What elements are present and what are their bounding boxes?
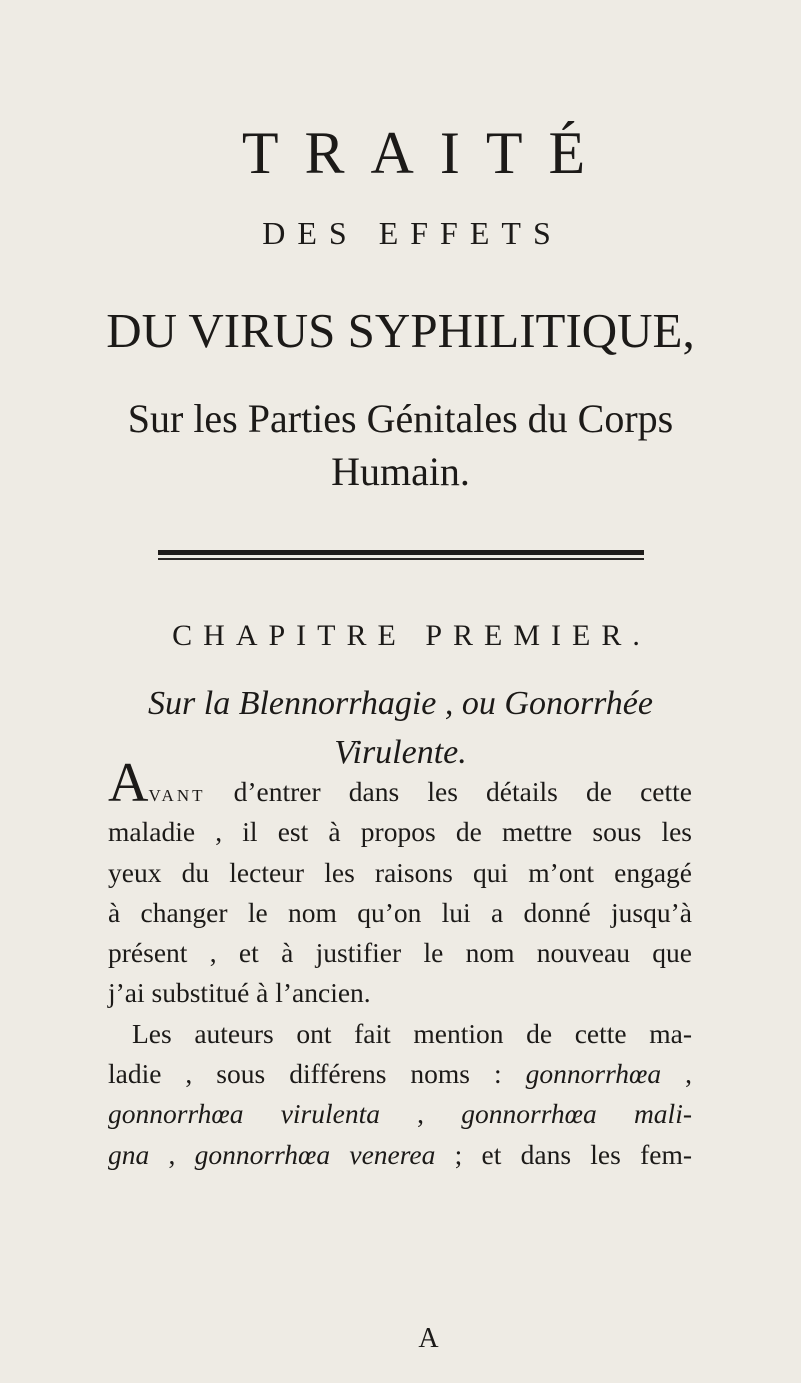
- title-virus-syphilitique: DU VIRUS SYPHILITIQUE,: [106, 303, 695, 358]
- body-line-text: ,: [149, 1138, 195, 1170]
- body-line: [108, 1094, 692, 1134]
- title-traite: TRAITÉ: [241, 120, 612, 186]
- title-parties-genitales: Sur les Parties Génitales du Corps: [127, 396, 674, 441]
- latin-term: gonnorrhœa virulenta: [108, 1098, 380, 1130]
- body-line-text: ,: [379, 1098, 462, 1130]
- body-line-text: d’entrer dans les détails de cette: [205, 776, 692, 807]
- body-line-text: ; et dans les fem-: [435, 1138, 692, 1170]
- latin-term: gonnorrhœa mali-: [461, 1098, 692, 1130]
- double-rule-thick: [158, 550, 644, 555]
- chapter-subtitle-line2: Virulente.: [334, 734, 467, 771]
- chapter-subtitle-line1: Sur la Blennorrhagie , ou Gonorrhée: [148, 685, 653, 722]
- body-line: [108, 1054, 692, 1094]
- body-line: yeux du lecteur les raisons qui m’ont engagé: [108, 856, 692, 888]
- body-line: [108, 1135, 692, 1175]
- body-line: j’ai substitué à l’ancien.: [108, 977, 371, 1009]
- body-line: Les auteurs ont fait mention de cette ma-: [132, 1017, 692, 1049]
- double-rule-thin: [158, 558, 644, 560]
- small-caps-word: VANT: [148, 786, 206, 805]
- body-line-text: ,: [661, 1058, 693, 1090]
- latin-term: gonnorrhœa venerea: [194, 1138, 436, 1170]
- latin-term: gonnorrhœa: [525, 1058, 662, 1090]
- body-line: présent , et à justifier le nom nouveau que: [108, 937, 692, 969]
- title-des-effets: DES EFFETS: [262, 215, 563, 251]
- body-line-text: ladie , sous différens noms :: [108, 1058, 526, 1090]
- title-humain: Humain.: [331, 449, 470, 494]
- chapter-heading: CHAPITRE PREMIER.: [172, 619, 651, 652]
- latin-term: gna: [108, 1138, 150, 1170]
- signature-mark: A: [418, 1323, 439, 1354]
- body-line: maladie , il est à propos de mettre sous les: [108, 816, 692, 848]
- body-line: à changer le nom qu’on lui a donné jusqu’à: [108, 896, 692, 928]
- drop-cap: A: [108, 752, 149, 814]
